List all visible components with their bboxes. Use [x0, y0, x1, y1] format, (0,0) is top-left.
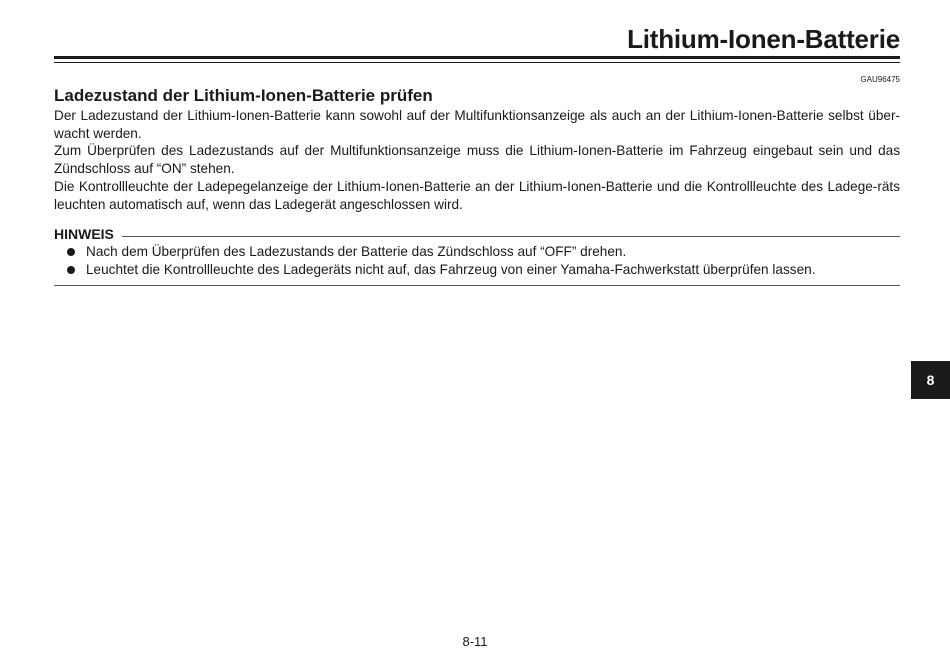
note-bottom-rule — [54, 285, 900, 286]
header-rule-thin — [54, 62, 900, 63]
list-item — [54, 261, 900, 279]
note-list — [54, 243, 900, 279]
paragraph-2: Zum Überprüfen des Ladezustands auf der Multifunktionsanzeige muss die Lithium-Ionen-Batterie im Fahrzeug eingebaut sein und das Zündschloss auf “ON” stehen. — [54, 143, 900, 177]
note-item-text: Nach dem Überprüfen des Ladezustands der Batterie das Zündschloss auf “OFF” drehen. — [86, 244, 627, 259]
bullet-icon — [67, 248, 75, 256]
list-item — [54, 243, 900, 261]
note-label: HINWEIS — [54, 226, 114, 242]
note-header — [54, 222, 900, 242]
section-heading: Ladezustand der Lithium-Ionen-Batterie prüfen — [54, 86, 433, 105]
section-body — [54, 107, 900, 213]
document-code: GAU96475 — [860, 75, 900, 84]
page-number: 8-11 — [462, 634, 488, 649]
paragraph-1: Der Ladezustand der Lithium-Ionen-Batterie kann sowohl auf der Multifunktionsanzeige als auch an der Lithium-Ionen-Batterie selbst über-wacht werden. — [54, 108, 900, 141]
header-rule-thick — [54, 56, 900, 59]
note-header-rule — [122, 236, 900, 237]
note-item-text: Leuchtet die Kontrollleuchte des Ladegeräts nicht auf, das Fahrzeug von einer Yamaha-Fachwerkstatt überprüfen lassen. — [86, 262, 816, 277]
chapter-title: Lithium-Ionen-Batterie — [627, 24, 900, 54]
chapter-tab-number: 8 — [926, 372, 935, 388]
paragraph-3: Die Kontrollleuchte der Ladepegelanzeige der Lithium-Ionen-Batterie an der Lithium-Ionen-Batterie und die Kontrollleuchte des Ladege-räts leuchten automatisch auf, wenn das Ladegerät angeschlossen wird. — [54, 178, 900, 212]
chapter-tab[interactable] — [911, 361, 950, 399]
bullet-icon — [67, 266, 75, 274]
